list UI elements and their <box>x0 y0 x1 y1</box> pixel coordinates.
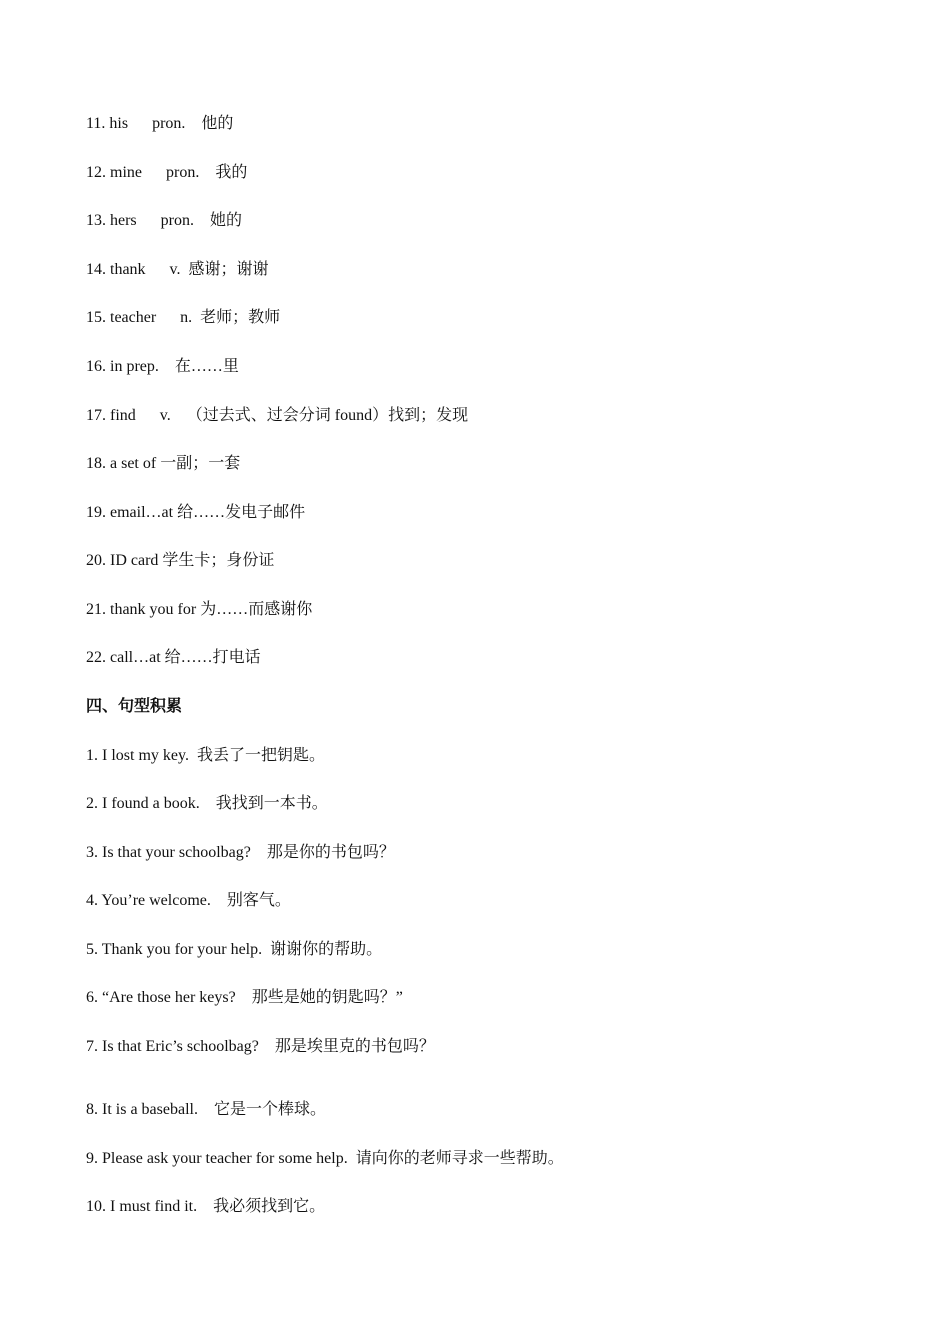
vocab-item-12: 12. mine pron. 我的 <box>86 164 248 181</box>
vocab-item-13: 13. hers pron. 她的 <box>86 212 242 229</box>
vocab-item-11: 11. his pron. 他的 <box>86 115 234 132</box>
vocab-item-20: 20. ID card 学生卡；身份证 <box>86 552 275 569</box>
sentence-item-8: 8. It is a baseball. 它是一个棒球。 <box>86 1101 326 1118</box>
vocab-item-15: 15. teacher n. 老师；教师 <box>86 309 281 326</box>
sentence-item-5: 5. Thank you for your help. 谢谢你的帮助。 <box>86 941 383 958</box>
vocab-item-21: 21. thank you for 为……而感谢你 <box>86 601 313 618</box>
vocab-item-16: 16. in prep. 在……里 <box>86 358 239 375</box>
vocab-item-17: 17. find v. （过去式、过会分词 found）找到；发现 <box>86 407 469 424</box>
vocab-item-19: 19. email…at 给……发电子邮件 <box>86 504 306 521</box>
vocab-item-14: 14. thank v. 感谢；谢谢 <box>86 261 269 278</box>
sentence-item-9: 9. Please ask your teacher for some help. 请向你的老师寻求一些帮助。 <box>86 1150 564 1167</box>
sentence-item-1: 1. I lost my key. 我丢了一把钥匙。 <box>86 747 325 764</box>
sentence-item-3: 3. Is that your schoolbag? 那是你的书包吗？ <box>86 844 395 861</box>
sentence-item-4: 4. You’re welcome. 别客气。 <box>86 892 291 909</box>
sentence-item-6: 6. “Are those her keys? 那些是她的钥匙吗？” <box>86 989 403 1006</box>
sentence-item-10: 10. I must find it. 我必须找到它。 <box>86 1198 326 1215</box>
sentence-item-7: 7. Is that Eric’s schoolbag? 那是埃里克的书包吗？ <box>86 1038 435 1055</box>
vocab-item-18: 18. a set of 一副；一套 <box>86 455 241 472</box>
vocab-item-22: 22. call…at 给……打电话 <box>86 649 261 666</box>
sentence-item-2: 2. I found a book. 我找到一本书。 <box>86 795 328 812</box>
section-heading: 四、句型积累 <box>86 698 183 715</box>
